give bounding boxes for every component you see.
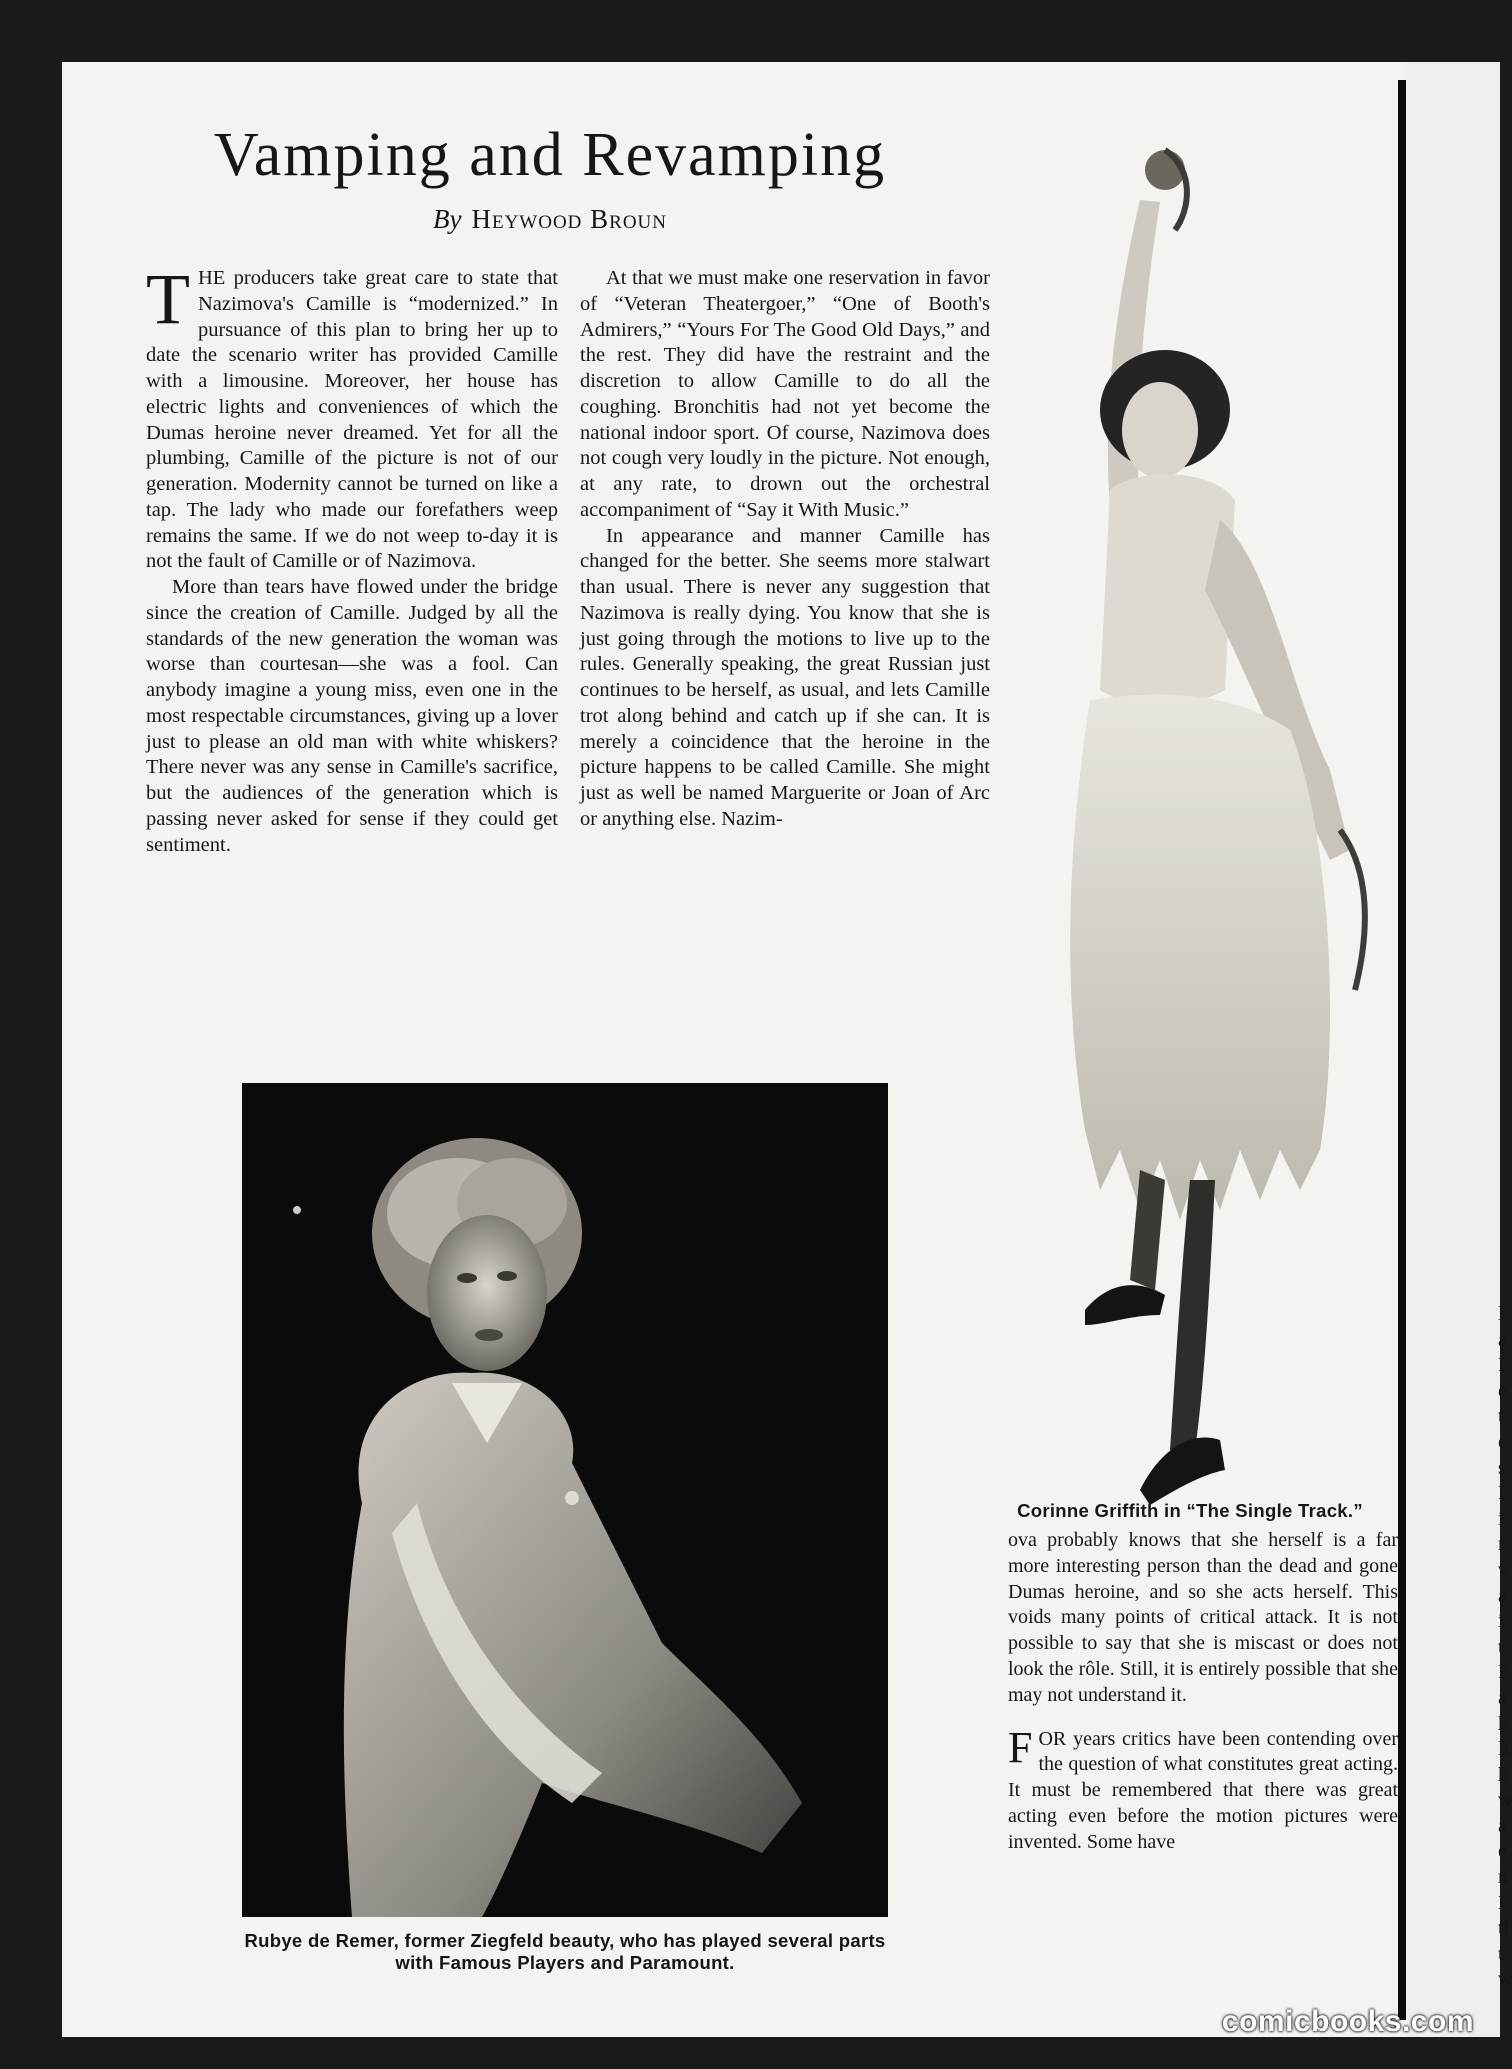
paragraph xyxy=(146,259,558,575)
edge-fragment: I xyxy=(1498,1354,1505,1377)
photo-rubye-de-remer xyxy=(242,1083,888,1917)
edge-fragment: r xyxy=(1498,1533,1505,1556)
edge-fragment: i xyxy=(1498,1610,1504,1633)
portrait-illustration xyxy=(242,1083,888,1917)
article-byline xyxy=(120,204,980,235)
paragraph: ova probably knows that she herself is a far more interesting person than the dead and gone Dumas heroine, and so she acts herself. This voids many points of critical attack. It is not possible to say that she is miscast or does not look the rôle. Still, it is entirely possible that she may not understand it. xyxy=(1008,1529,1398,1706)
caption-rubye-de-remer: Rubye de Remer, former Ziegfeld beauty, who has played several parts with Famous Players and Paramount. xyxy=(244,1930,886,1973)
paragraph: At that we must make one reservation in favor of “Veteran Theatergoer,” “One of Booth's Admirers,” “Yours For The Good Old Days,” and the rest. They did have the restraint and the discretion to allow Camille to do all the coughing. Bronchitis had not yet become the national indoor sport. Of course, Nazimova does not cough very loudly in the picture. Not enough, at any rate, to drown out the orchestral accompaniment of “Say it With Music.” xyxy=(580,267,990,521)
paragraph: In appearance and manner Camille has changed for the better. She seems more stalwart than usual. There is never any suggestion that Nazimova is really dying. You know that she is just going through the motions to live up to the rules. Generally speaking, the great Russian just continues to be herself, as usual, and lets Camille trot along behind and catch up if she can. It is merely a coincidence that the heroine in the picture happens to be called Camille. She might just as well be named Marguerite or Joan of Arc or anything else. Nazim- xyxy=(580,524,990,830)
lead-in: OR xyxy=(1038,1727,1067,1750)
caption-corinne-griffith: Corinne Griffith in “The Single Track.” xyxy=(1017,1500,1363,1521)
page-gutter xyxy=(1398,80,1406,2020)
paragraph: More than tears have flowed under the bridge since the creation of Camille. Judged by all the standards of the new generation the woman was worse than courtesan—she was a fool. Can anybody imagine a young miss, even one in the most respectable circumstances, giving up a lover just to please an old man with white whiskers? There never was any sense in Camille's sacrifice, but the audiences of the generation which is passing never asked for sense if they could get sentiment. xyxy=(146,576,558,856)
edge-fragment: e xyxy=(1498,1840,1507,1863)
edge-fragment: a xyxy=(1498,1686,1507,1709)
edge-fragment: e xyxy=(1498,1379,1507,1402)
photo-corinne-griffith xyxy=(990,130,1420,1500)
paragraph-text: years critics have been contending over the question of what constitutes great acting. It must be remembered that there was great acting even before the motion pictures were invented. Some have xyxy=(1008,1727,1398,1853)
article-column-3 xyxy=(1008,1528,1398,1856)
edge-fragment: a xyxy=(1498,1814,1507,1837)
edge-fragment: a xyxy=(1498,1328,1507,1351)
edge-fragment: t xyxy=(1498,1405,1504,1428)
edge-fragment: l xyxy=(1498,1303,1504,1325)
drop-cap: T xyxy=(146,259,190,339)
edge-fragment: F xyxy=(1498,1661,1510,1684)
edge-fragment: w xyxy=(1498,1968,1512,1991)
watermark: comicbooks.com xyxy=(1221,2005,1474,2038)
article-column-1 xyxy=(146,259,558,858)
edge-fragment: h xyxy=(1498,1763,1508,1786)
paragraph-text: producers take great care to state that Nazimova's Camille is “modernized.” In pursuance of this plan to bring her up to date the scenario writer has provided Camille with a limousine. Moreover, her house has electric lights and conveniences of which the Dumas heroine never dreamed. Yet for all the plumbing, Camille of the picture is not of our generation. Modernity cannot be turned on like a tap. The lady who made our forefathers weep remains the same. If we do not weep to-day it is not the fault of Camille or of Nazimova. xyxy=(146,267,558,573)
edge-fragment: L xyxy=(1498,1891,1511,1914)
edge-fragment: i xyxy=(1498,1507,1504,1530)
edge-fragment: n xyxy=(1498,1866,1508,1889)
edge-fragment: h xyxy=(1498,1712,1508,1735)
edge-fragment: t xyxy=(1498,1635,1504,1658)
dancer-illustration xyxy=(990,130,1420,1500)
edge-fragment: a xyxy=(1498,1584,1507,1607)
edge-fragment: li xyxy=(1498,1738,1510,1761)
edge-fragment: t xyxy=(1498,1942,1504,1965)
edge-fragment: tl xyxy=(1498,1917,1510,1940)
byline-prefix: By xyxy=(432,204,462,234)
edge-fragment: v xyxy=(1498,1558,1508,1581)
drop-cap: F xyxy=(1008,1722,1033,1772)
lead-in: HE xyxy=(197,267,226,289)
edge-fragment: c xyxy=(1498,1430,1507,1453)
article-title: Vamping and Revamping xyxy=(213,121,887,189)
facing-page-text-fragments xyxy=(1498,1302,1512,1993)
edge-fragment: s xyxy=(1498,1456,1506,1479)
edge-fragment: w xyxy=(1498,1789,1512,1812)
article-column-2 xyxy=(580,266,990,833)
edge-fragment: I xyxy=(1498,1482,1505,1505)
paragraph xyxy=(1008,1722,1398,1856)
byline-author: Heywood Broun xyxy=(471,204,667,234)
facing-page-edge xyxy=(1406,62,1512,2037)
